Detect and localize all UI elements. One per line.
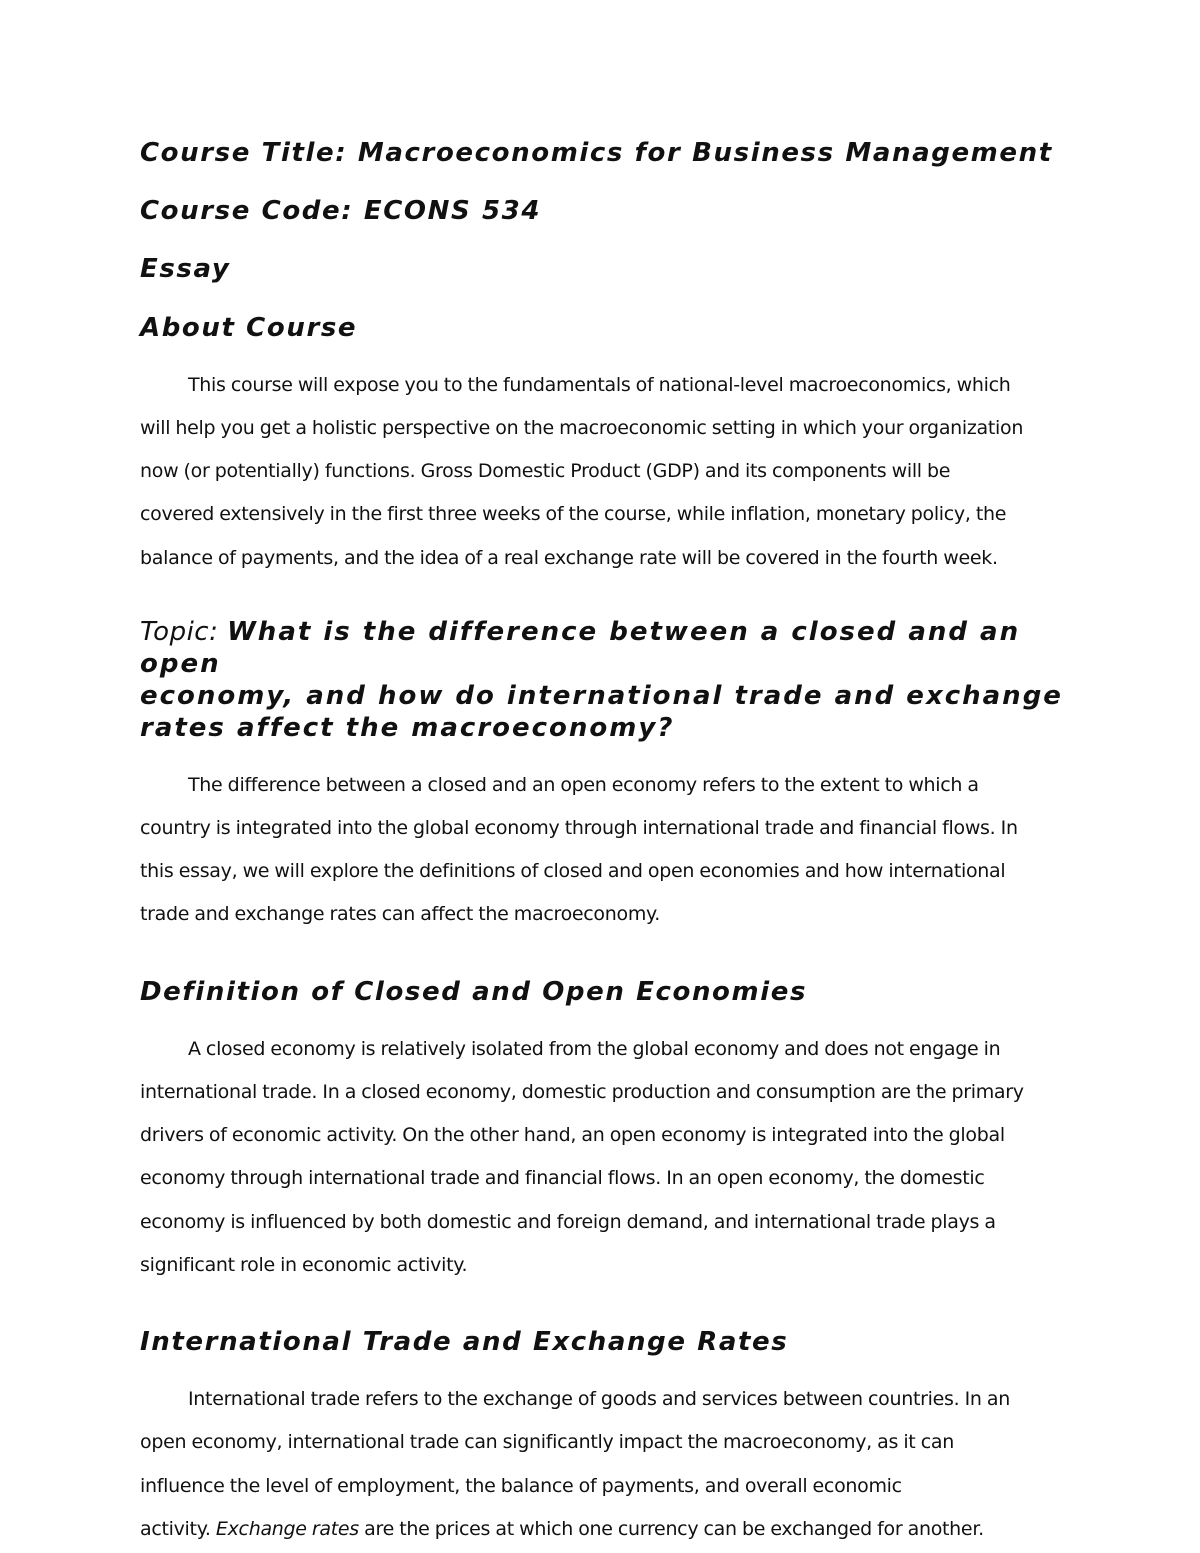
paragraph-line: this essay, we will explore the definitions of closed and open economies and how international: [140, 860, 1006, 883]
paragraph-line: influence the level of employment, the balance of payments, and overall economic: [140, 1474, 902, 1497]
paragraph-line: international trade. In a closed economy, domestic production and consumption are the primary: [140, 1080, 1024, 1103]
paragraph-line: covered extensively in the first three weeks of the course, while inflation, monetary policy, the: [140, 503, 1007, 526]
paragraph-line: This course will expose you to the fundamentals of national-level macroeconomics, which: [188, 373, 1011, 396]
paragraph-line: balance of payments, and the idea of a real exchange rate will be covered in the fourth week.: [140, 546, 998, 569]
paragraph-line: economy is influenced by both domestic and foreign demand, and international trade plays a: [140, 1210, 996, 1233]
document-body: [140, 138, 1065, 1551]
course-title: Course Title: Macroeconomics for Business Management: [140, 138, 1053, 168]
definition-paragraph: [140, 1028, 1065, 1287]
paragraph-line: open economy, international trade can significantly impact the macroeconomy, as it can: [140, 1431, 954, 1454]
about-paragraph: [140, 364, 1065, 580]
paragraph-line: will help you get a holistic perspective on the macroeconomic setting in which your organization: [140, 416, 1024, 439]
paragraph-line: The difference between a closed and an open economy refers to the extent to which a: [188, 773, 979, 796]
trade-heading: International Trade and Exchange Rates: [140, 1326, 789, 1357]
paragraph-line: trade and exchange rates can affect the macroeconomy.: [140, 903, 661, 926]
topic-prefix: Topic:: [140, 616, 228, 647]
paragraph-line: International trade refers to the exchange of goods and services between countries. In an: [188, 1388, 1010, 1411]
paragraph-line: A closed economy is relatively isolated from the global economy and does not engage in: [188, 1037, 1001, 1060]
exchange-rates-emphasis: Exchange rates: [215, 1517, 359, 1540]
paragraph-line: drivers of economic activity. On the other hand, an open economy is integrated into the global: [140, 1124, 1005, 1147]
paragraph-line: economy through international trade and financial flows. In an open economy, the domestic: [140, 1167, 985, 1190]
definition-heading: Definition of Closed and Open Economies: [140, 976, 808, 1007]
trade-paragraph: [140, 1378, 1065, 1551]
topic-line: What is the difference between a closed and an open: [140, 616, 1021, 679]
course-code: Course Code: ECONS 534: [140, 196, 542, 227]
paragraph-line: country is integrated into the global economy through international trade and financial flows. In: [140, 816, 1018, 839]
paragraph-line: now (or potentially) functions. Gross Domestic Product (GDP) and its components will be: [140, 460, 951, 483]
paragraph-line: activity. Exchange rates are the prices at which one currency can be exchanged for another.: [140, 1517, 984, 1540]
essay-label: Essay: [140, 254, 231, 285]
paragraph-line: significant role in economic activity.: [140, 1253, 468, 1276]
intro-paragraph: [140, 764, 1065, 937]
topic-heading: [140, 616, 1065, 744]
topic-line: economy, and how do international trade and exchange: [140, 680, 1063, 711]
about-heading: About Course: [140, 312, 358, 343]
topic-line: rates affect the macroeconomy?: [140, 712, 675, 743]
